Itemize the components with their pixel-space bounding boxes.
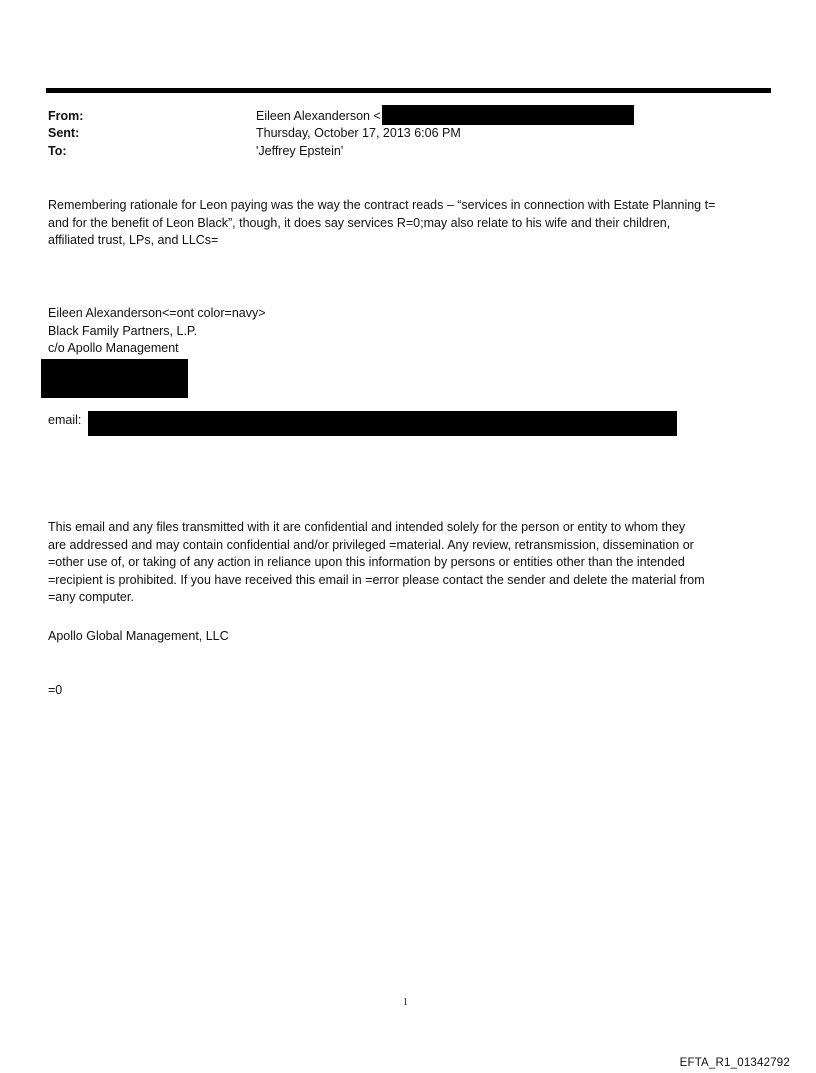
- message-trailer: =0: [48, 683, 63, 697]
- from-label: From:: [48, 109, 84, 123]
- bates-number: EFTA_R1_01342792: [679, 1057, 790, 1069]
- redaction-address: [41, 359, 188, 398]
- sent-label: Sent:: [48, 126, 80, 140]
- signature-block: [48, 305, 778, 358]
- page-number: 1: [403, 997, 408, 1008]
- header-rule: [46, 88, 771, 93]
- to-value: 'Jeffrey Epstein': [256, 144, 344, 158]
- disclaimer-company: Apollo Global Management, LLC: [48, 629, 229, 643]
- signature-email-label: email:: [48, 413, 82, 427]
- signature-name: Eileen Alexanderson<=ont color=navy>: [48, 306, 266, 320]
- body-line: affiliated trust, LPs, and LLCs=: [48, 233, 219, 247]
- disclaimer-line: =other use of, or taking of any action in reliance upon this information by persons or entities other than the intended: [48, 555, 685, 569]
- disclaimer-line: =any computer.: [48, 590, 134, 604]
- redaction-email-address: [88, 411, 677, 436]
- sent-value: Thursday, October 17, 2013 6:06 PM: [256, 126, 461, 140]
- from-value: Eileen Alexanderson <: [256, 109, 381, 123]
- to-label: To:: [48, 144, 67, 158]
- disclaimer-line: This email and any files transmitted with it are confidential and intended solely for the person or entity to whom they: [48, 520, 686, 534]
- message-body: [48, 197, 778, 250]
- body-line: Remembering rationale for Leon paying was the way the contract reads – “services in connection with Estate Planning t=: [48, 198, 716, 212]
- body-line: and for the benefit of Leon Black”, though, it does say services R=0;may also relate to his wife and their children,: [48, 215, 671, 230]
- signature-company: Black Family Partners, L.P.: [48, 323, 198, 338]
- disclaimer-line: =recipient is prohibited. If you have received this email in =error please contact the sender and delete the material from: [48, 572, 705, 587]
- redaction-from-email: [382, 105, 634, 125]
- signature-care-of: c/o Apollo Management: [48, 341, 179, 355]
- disclaimer-block: [48, 519, 778, 607]
- disclaimer-line: are addressed and may contain confidential and/or privileged =material. Any review, retransmission, dissemination or: [48, 537, 694, 552]
